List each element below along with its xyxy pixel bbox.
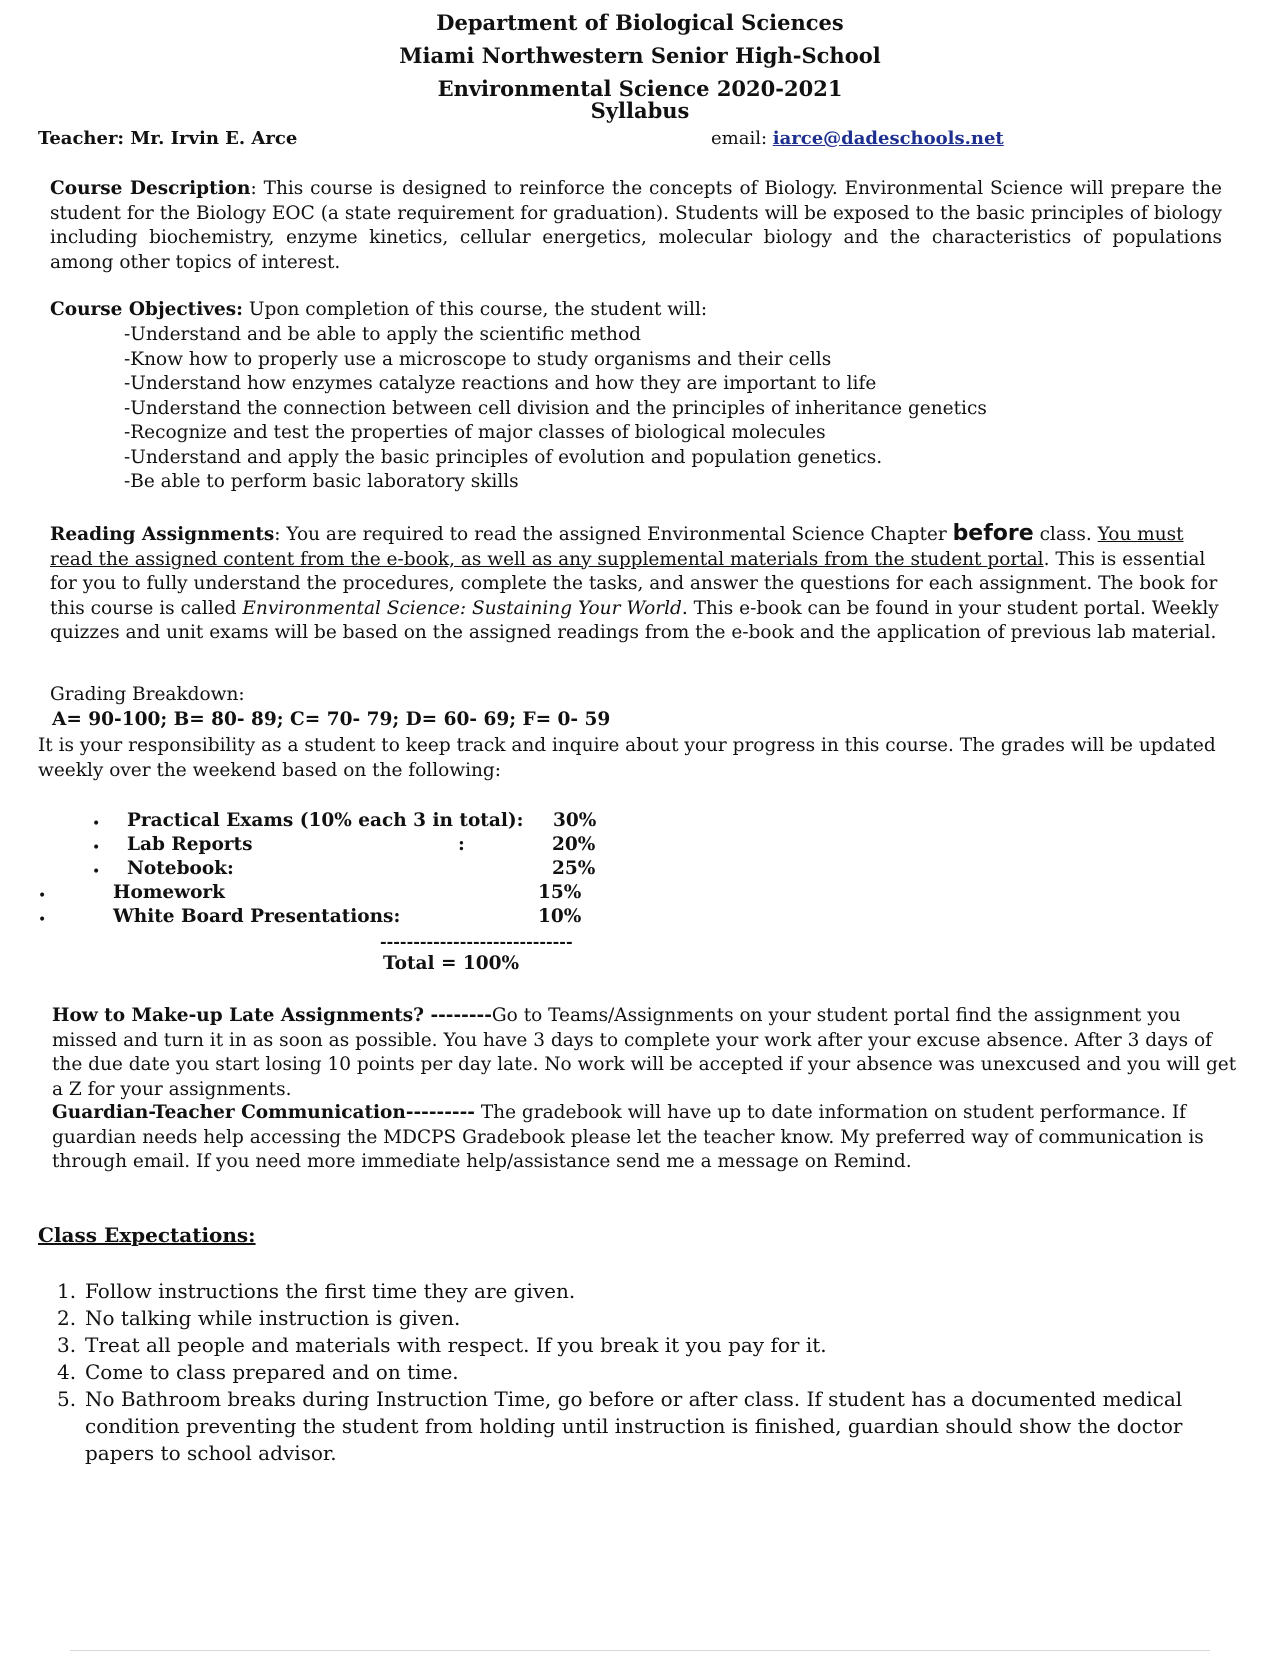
list-item: -Understand the connection between cell division and the principles of inheritance genetics bbox=[124, 397, 987, 419]
grade-item-percent: 20% bbox=[552, 834, 596, 855]
grading-note: It is your responsibility as a student to keep track and inquire about your progress in this course. The grades will be updated weekly over the weekend based on the following: bbox=[38, 735, 1216, 781]
course-description bbox=[50, 177, 1222, 275]
department-title: Department of Biological Sciences bbox=[436, 10, 844, 35]
list-number: 5. bbox=[57, 1387, 77, 1411]
grading-breakdown-title: Grading Breakdown: bbox=[50, 684, 245, 705]
course-objectives-label: Course Objectives: bbox=[50, 299, 244, 320]
class-expectations-heading: Class Expectations: bbox=[38, 1223, 256, 1247]
guardian-label: Guardian-Teacher Communication--------- bbox=[52, 1102, 475, 1123]
grade-item-label: Practical Exams (10% each 3 in total): bbox=[127, 810, 524, 831]
grading-scale: A= 90-100; B= 80- 89; C= 70- 79; D= 60- 69; F= 0- 59 bbox=[52, 709, 611, 730]
grade-item-label: Notebook: bbox=[127, 858, 234, 879]
reading-assignments-label: Reading Assignments bbox=[50, 524, 275, 545]
reading-assignments bbox=[50, 522, 1222, 646]
list-item bbox=[57, 1359, 1225, 1386]
course-objectives-list bbox=[124, 323, 987, 495]
list-item: -Understand how enzymes catalyze reactions and how they are important to life bbox=[124, 373, 877, 394]
reading-text-1: : You are required to read the assigned Environmental Science Chapter bbox=[274, 524, 953, 545]
guardian-text: The gradebook will have up to date information on student performance. If guardian needs help accessing the MDCPS Gradebook please let the teacher know. My preferred way of communication is through email. If you need more immediate help/assistance send me a message on Remind. bbox=[52, 1102, 1204, 1172]
course-title: Environmental Science 2020-2021 bbox=[437, 76, 843, 101]
list-item-text: No Bathroom breaks during Instruction Time, go before or after class. If student has a documented medical condition preventing the student from holding until instruction is finished, guardian should show the doctor papers to school advisor. bbox=[85, 1387, 1183, 1465]
makeup-assignments bbox=[52, 1004, 1237, 1102]
bullet: • bbox=[38, 888, 47, 904]
syllabus-title: Syllabus bbox=[590, 98, 690, 123]
list-item: -Recognize and test the properties of major classes of biological molecules bbox=[124, 422, 826, 443]
list-item bbox=[57, 1386, 1225, 1467]
grade-item-label: White Board Presentations: bbox=[113, 906, 401, 927]
bullet: • bbox=[92, 840, 101, 856]
school-title: Miami Northwestern Senior High-School bbox=[399, 43, 881, 68]
reading-text-3: . This is essential for you to fully understand the procedures, complete the tasks, and answer the questions for each assignment. The book for this course is called bbox=[50, 548, 1218, 619]
class-expectations-list bbox=[57, 1278, 1225, 1467]
course-objectives-heading bbox=[50, 298, 1222, 323]
list-item: -Be able to perform basic laboratory skills bbox=[124, 471, 519, 492]
list-item-text: Follow instructions the first time they are given. bbox=[85, 1279, 576, 1303]
reading-underlined-requirement: You must read the assigned content from the e-book, as well as any supplemental materials from the student portal bbox=[50, 524, 1184, 570]
makeup-label: How to Make-up Late Assignments? -------- bbox=[52, 1005, 492, 1026]
total-divider: ----------------------------- bbox=[380, 932, 573, 951]
grade-item-colon: : bbox=[458, 834, 465, 855]
makeup-text: Go to Teams/Assignments on your student portal find the assignment you missed and turn it in as soon as possible. You have 3 days to complete your work after your excuse absence. After 3 days of the due date you start losing 10 points per day late. No work will be accepted if your absence was unexcused and you will get a Z for your assignments. bbox=[52, 1005, 1237, 1100]
list-item: -Understand and apply the basic principles of evolution and population genetics. bbox=[124, 446, 883, 468]
grade-item-percent: 15% bbox=[538, 882, 582, 903]
grade-item-label: Lab Reports bbox=[127, 834, 253, 855]
course-objectives-intro: Upon completion of this course, the student will: bbox=[243, 299, 708, 320]
list-number: 2. bbox=[57, 1306, 77, 1330]
list-number: 1. bbox=[57, 1279, 77, 1303]
guardian-communication bbox=[52, 1101, 1237, 1175]
grade-total: Total = 100% bbox=[383, 953, 520, 974]
reading-text-2: class. bbox=[1033, 524, 1098, 545]
grade-item-percent: 10% bbox=[538, 906, 582, 927]
course-description-label: Course Description bbox=[50, 178, 251, 199]
bullet: • bbox=[92, 816, 101, 832]
grade-item-percent: 30% bbox=[553, 810, 597, 831]
teacher-name: Teacher: Mr. Irvin E. Arce bbox=[38, 128, 298, 149]
list-item bbox=[57, 1278, 1225, 1305]
list-item: -Know how to properly use a microscope to study organisms and their cells bbox=[124, 348, 832, 370]
list-item bbox=[57, 1305, 1225, 1332]
email-link[interactable]: iarce@dadeschools.net bbox=[772, 128, 1004, 149]
book-title: Environmental Science: Sustaining Your World bbox=[242, 597, 682, 619]
list-number: 4. bbox=[57, 1360, 77, 1384]
bullet: • bbox=[38, 912, 47, 928]
grade-item-percent: 25% bbox=[552, 858, 596, 879]
document-header bbox=[0, 6, 1280, 123]
list-item-text: Come to class prepared and on time. bbox=[85, 1360, 459, 1384]
list-item-text: No talking while instruction is given. bbox=[85, 1306, 461, 1330]
list-item-text: Treat all people and materials with respect. If you break it you pay for it. bbox=[85, 1333, 827, 1357]
reading-emphasis-before: before bbox=[952, 521, 1034, 546]
reading-text-4: . This e-book can be found in your student portal. Weekly quizzes and unit exams will be based on the assigned readings from the e-book and the application of previous lab material. bbox=[50, 597, 1219, 643]
footer-divider bbox=[70, 1650, 1210, 1651]
email-label: email: bbox=[711, 128, 773, 149]
list-item bbox=[57, 1332, 1225, 1359]
grade-item-label: Homework bbox=[113, 882, 225, 903]
list-item: -Understand and be able to apply the scientific method bbox=[124, 324, 641, 345]
bullet: • bbox=[92, 864, 101, 880]
email-line bbox=[711, 128, 1004, 149]
course-description-text: : This course is designed to reinforce the concepts of Biology. Environmental Science will prepare the student for the Biology EOC (a state requirement for graduation). Students will be exposed to the basic principles of biology including biochemistry, enzyme kinetics, cellular energetics, molecular biology and the characteristics of populations among other topics of interest. bbox=[50, 178, 1223, 273]
list-number: 3. bbox=[57, 1333, 77, 1357]
